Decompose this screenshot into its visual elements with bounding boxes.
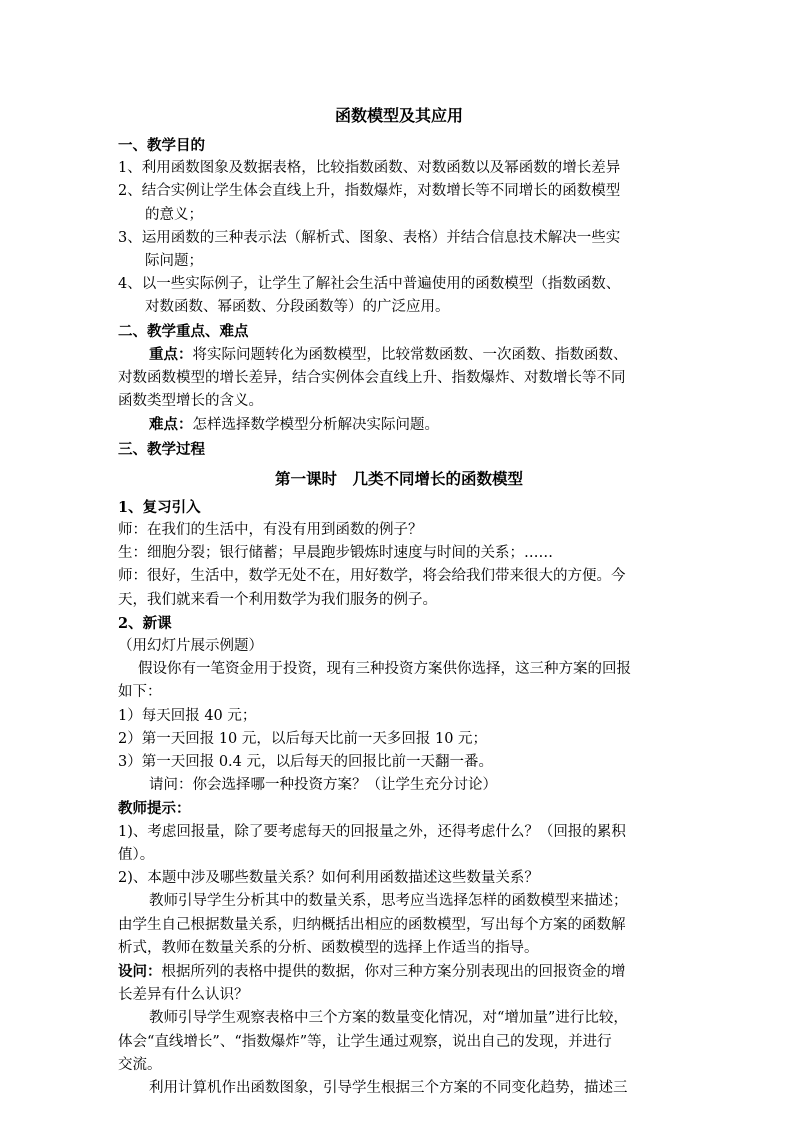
text-line: 交流。 (118, 1056, 162, 1073)
dialog-line: 天，我们就来看一个利用数学为我们服务的例子。 (118, 591, 437, 608)
text-line: 由学生自己根据数量关系，归纳概括出相应的函数模型，写出每个方案的函数解 (118, 916, 626, 933)
objective-line: 3、运用函数的三种表示法（解析式、图象、表格）并结合信息技术解决一些实 (118, 229, 621, 246)
ask-text: 根据所列的表格中提供的数据，你对三种方案分别表现出的回报资金的增 (161, 963, 626, 980)
key-point-label: 重点： (149, 345, 193, 363)
tip-line: 1)、考虑回报量，除了要考虑每天的回报量之外，还得考虑什么？（回报的累积 (118, 823, 626, 840)
text-line: 假设你有一笔资金用于投资，现有三种投资方案供你选择，这三种方案的回报 (138, 661, 631, 678)
difficulty-line (118, 413, 680, 437)
difficulty-label: 难点： (149, 416, 193, 434)
option-line: 3）第一天回报 0.4 元，以后每天的回报比前一天翻一番。 (118, 754, 494, 771)
tip-line: 值）。 (118, 846, 155, 863)
objective-line: 1、利用函数图象及数据表格，比较指数函数、对数函数以及幂函数的增长差异 (118, 160, 621, 177)
question-line: 请问：你会选择哪一种投资方案？（让学生充分讨论） (149, 777, 497, 794)
tip-line: 2)、本题中涉及哪些数量关系？如何利用函数描述这些数量关系？ (118, 870, 539, 887)
ask-line (118, 960, 680, 984)
objective-line: 际问题； (145, 253, 203, 270)
text-line: 长差异有什么认识？ (118, 987, 249, 1004)
text-line: 析式，教师在数量关系的分析、函数模型的选择上作适当的指导。 (118, 939, 539, 956)
objective-line: 对数函数、幂函数、分段函数等）的广泛应用。 (145, 299, 450, 316)
key-point-line (118, 343, 680, 367)
text-line: （用幻灯片展示例题） (118, 638, 263, 655)
text-line: 体会“直线增长”、“指数爆炸”等，让学生通过观察，说出自己的发现，并进行 (118, 1033, 612, 1050)
lesson-title: 第一课时 几类不同增长的函数模型 (274, 468, 523, 488)
subsection-heading-new-lesson: 2、新课 (118, 614, 172, 632)
objective-line: 2、结合实例让学生体会直线上升，指数爆炸，对数增长等不同增长的函数模型 (118, 183, 621, 200)
key-point-line: 对数函数模型的增长差异，结合实例体会直线上升、指数爆炸、对数增长等不同 (118, 370, 626, 387)
key-point-line: 函数类型增长的含义。 (118, 393, 263, 410)
text-line: 教师引导学生观察表格中三个方案的数量变化情况，对“增加量”进行比较， (149, 1010, 628, 1027)
key-point-text: 将实际问题转化为函数模型，比较常数函数、一次函数、指数函数、 (192, 346, 628, 363)
section-heading-process: 三、教学过程 (118, 440, 205, 458)
document-title: 函数模型及其应用 (334, 106, 463, 125)
document-page (118, 98, 680, 1100)
objective-line: 的意义； (145, 206, 203, 223)
difficulty-text: 怎样选择数学模型分析解决实际问题。 (192, 417, 439, 434)
section-heading-key-points: 二、教学重点、难点 (118, 322, 249, 340)
ask-label: 设问： (118, 962, 162, 980)
subsection-heading-review: 1、复习引入 (118, 498, 201, 516)
dialog-line: 师：在我们的生活中，有没有用到函数的例子？ (118, 522, 423, 539)
option-line: 2）第一天回报 10 元，以后每天比前一天多回报 10 元； (118, 730, 488, 747)
text-line: 教师引导学生分析其中的数量关系，思考应当选择怎样的函数模型来描述； (149, 893, 628, 910)
section-heading-objectives: 一、教学目的 (118, 137, 205, 154)
text-line: 如下： (118, 684, 162, 701)
text-line: 利用计算机作出函数图象，引导学生根据三个方案的不同变化趋势，描述三 (149, 1079, 628, 1096)
option-line: 1）每天回报 40 元； (118, 707, 257, 724)
subsection-heading-tips: 教师提示： (118, 800, 191, 818)
dialog-line: 师：很好，生活中，数学无处不在，用好数学，将会给我们带来很大的方便。今 (118, 568, 626, 585)
dialog-line: 生：细胞分裂；银行储蓄；早晨跑步锻炼时速度与时间的关系；…… (118, 545, 553, 562)
objective-line: 4、以一些实际例子，让学生了解社会生活中普遍使用的函数模型（指数函数、 (118, 276, 621, 293)
